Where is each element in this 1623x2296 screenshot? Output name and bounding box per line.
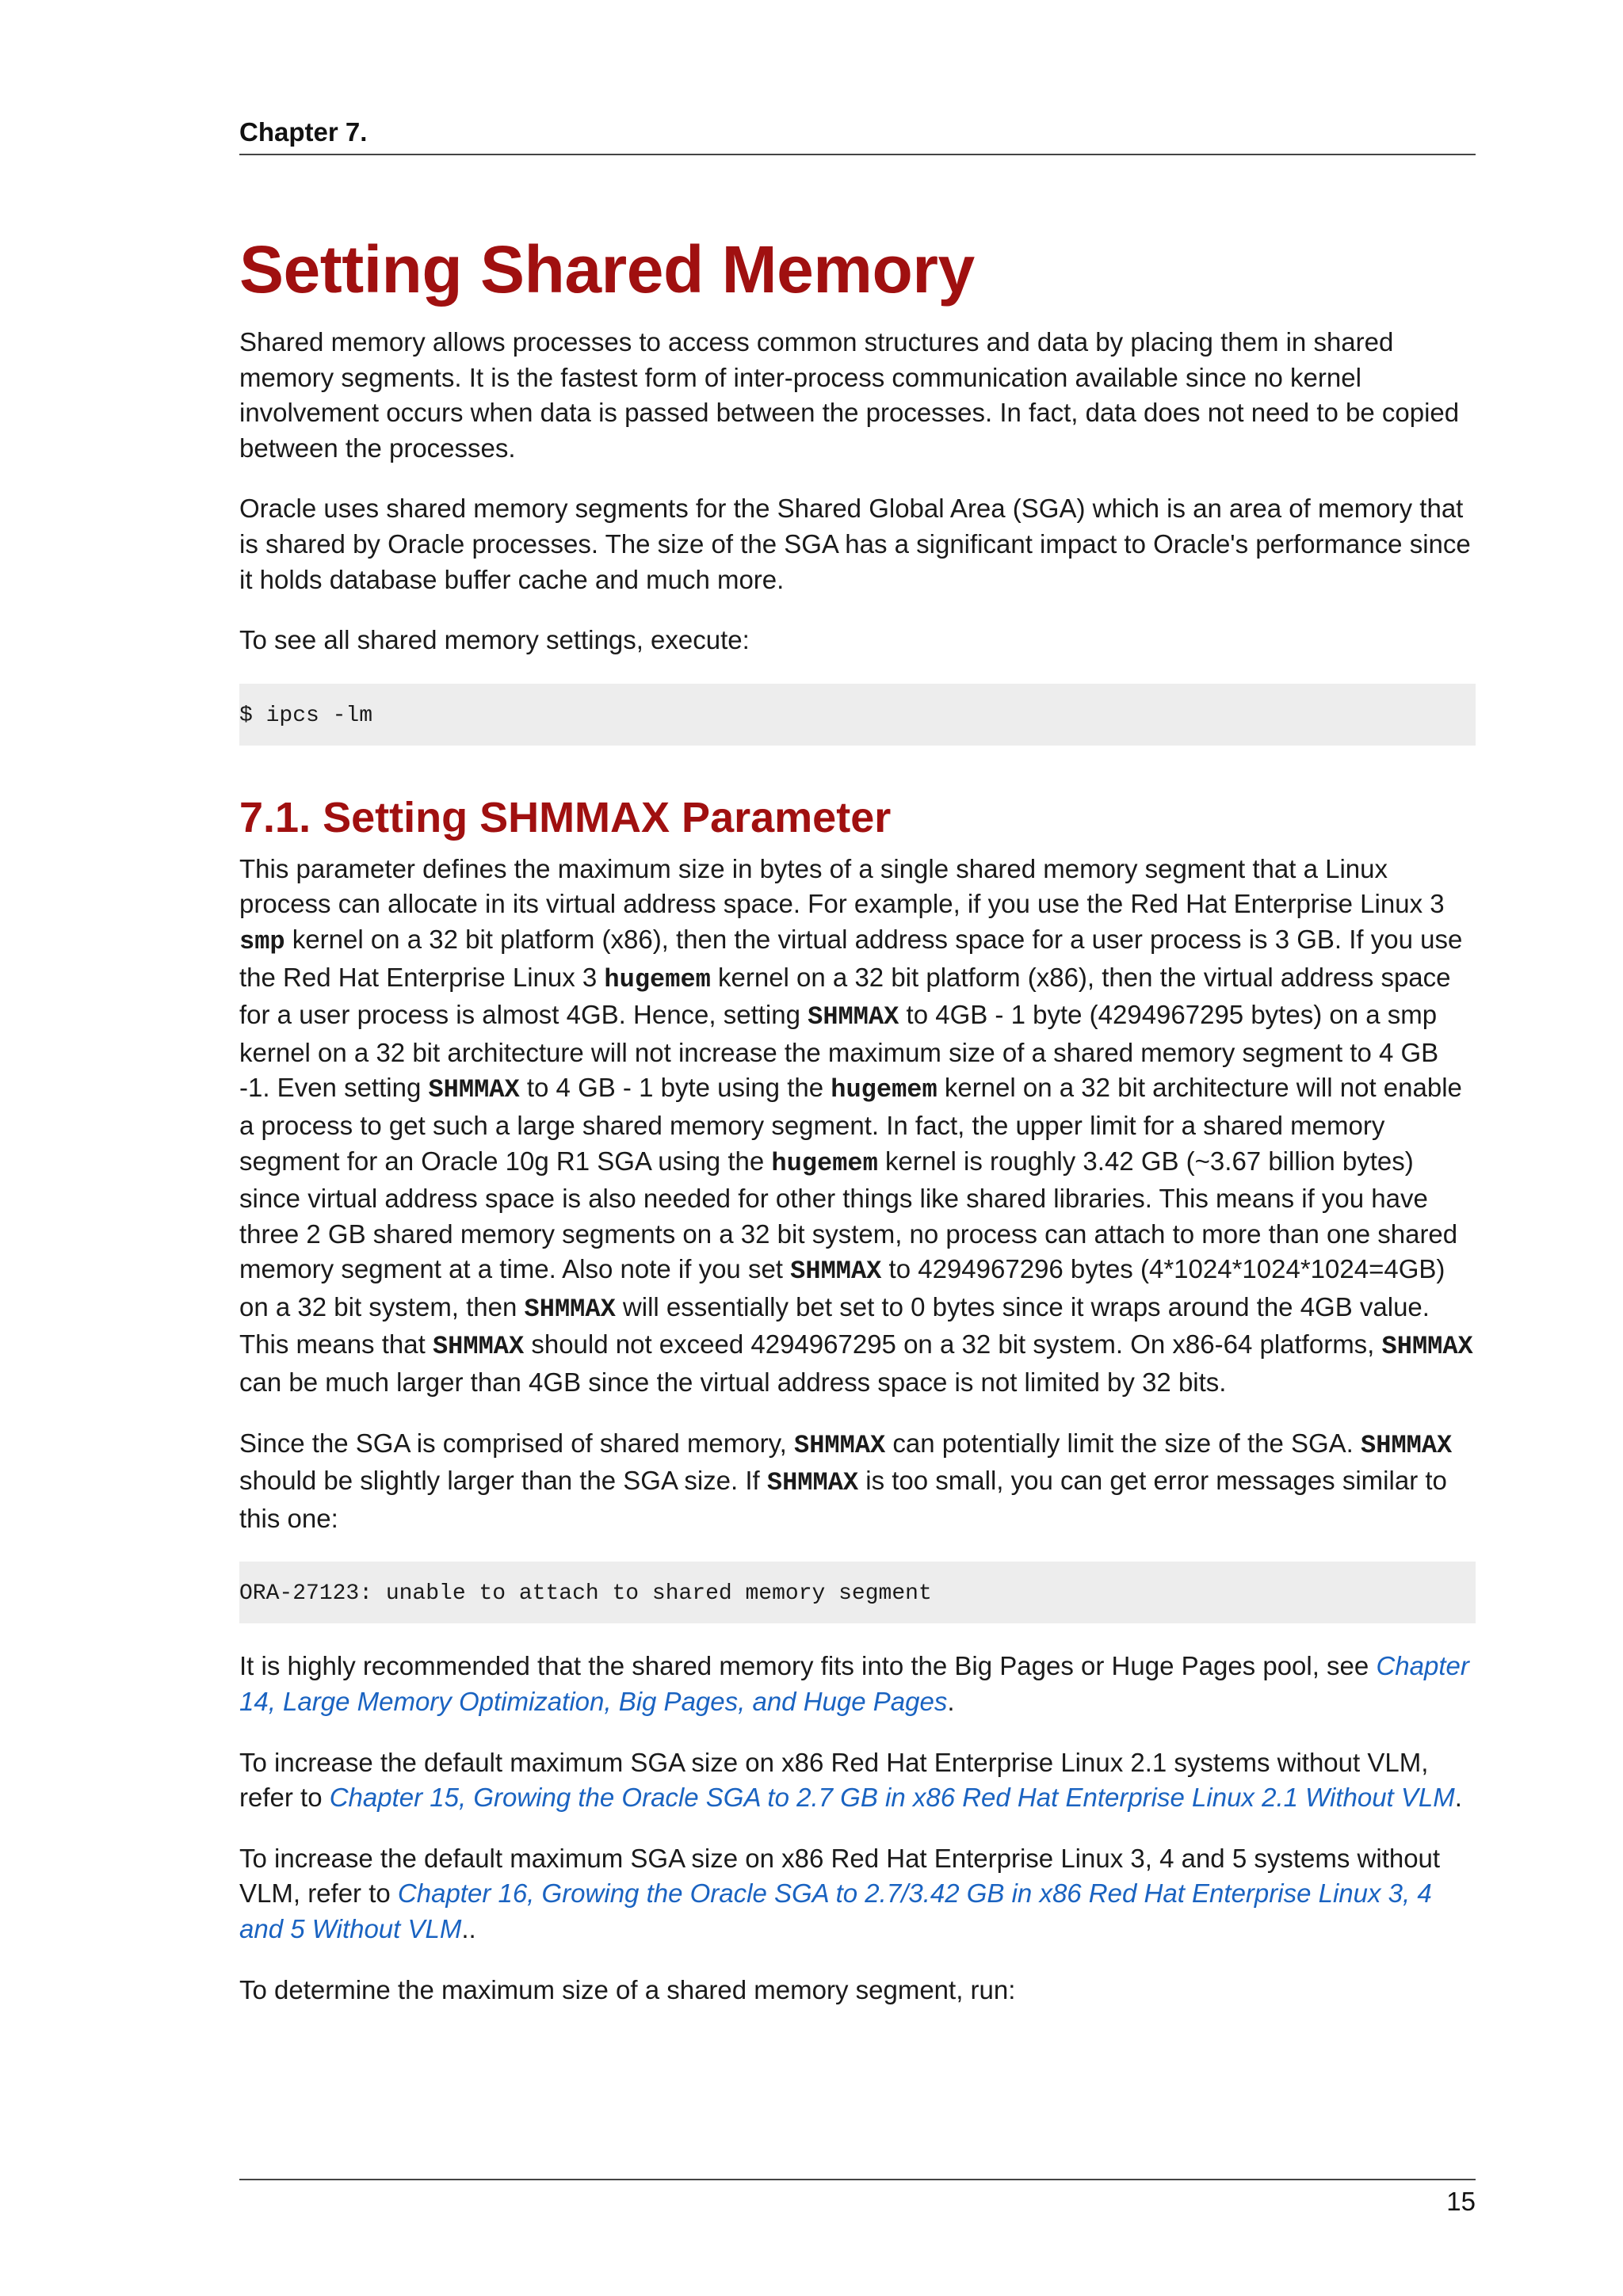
intro-paragraph-2: Oracle uses shared memory segments for the Shared Global Area (SGA) which is an area of memory that is shared by Oracle processes. The size of the SGA has a significant impact to Oracle's performance since it holds database buffer cache and much more.	[239, 494, 1471, 594]
text-span: to 4 GB - 1 byte using the	[519, 1073, 831, 1103]
header-rule	[239, 154, 1476, 155]
shmmax-paragraph-5	[239, 1841, 1476, 1947]
text-span: kernel on a 32 bit platform (x86), then the virtual address space for a user process is 3 GB. If you use the Red Hat Enterprise Linux 3	[239, 924, 1463, 992]
code-block-ipcs: $ ipcs -lm	[239, 684, 1476, 746]
code-term-shmmax: SHMMAX	[794, 1430, 886, 1460]
text-span: is too small, you can get error messages similar to this one:	[239, 1466, 1447, 1533]
code-term-shmmax: SHMMAX	[524, 1294, 616, 1324]
footer-rule	[239, 2179, 1476, 2180]
link-chapter-15[interactable]: Chapter 15, Growing the Oracle SGA to 2.7 GB in x86 Red Hat Enterprise Linux 2.1 Without VLM	[329, 1783, 1455, 1813]
code-term-smp: smp	[239, 926, 285, 956]
code-term-shmmax: SHMMAX	[1381, 1332, 1473, 1362]
code-block-ora-error: ORA-27123: unable to attach to shared memory segment	[239, 1562, 1476, 1623]
shmmax-paragraph-3	[239, 1649, 1476, 1719]
code-term-hugemem: hugemem	[771, 1148, 878, 1178]
shmmax-paragraph-2	[239, 1426, 1476, 1537]
code-term-shmmax: SHMMAX	[808, 1002, 899, 1032]
link-chapter-16[interactable]: Chapter 16, Growing the Oracle SGA to 2.7/3.42 GB in x86 Red Hat Enterprise Linux 3, 4 and 5 Without VLM	[239, 1878, 1432, 1943]
text-span: This parameter defines the maximum size in bytes of a single shared memory segment that a Linux process can allocate in its virtual address space. For example, if you use the Red Hat Enterprise Linux 3	[239, 853, 1445, 919]
text-span: .	[1454, 1783, 1462, 1813]
text-span: can potentially limit the size of the SGA.	[885, 1428, 1361, 1458]
code-term-shmmax: SHMMAX	[428, 1075, 520, 1105]
text-span: kernel on a 32 bit platform (x86), then the virtual address space for a user process is almost 4GB. Hence, setting	[239, 962, 1451, 1030]
text-span: It is highly recommended that the shared memory fits into the Big Pages or Huge Pages pool, see	[239, 1651, 1377, 1681]
text-span: Since the SGA is comprised of shared memory,	[239, 1428, 795, 1458]
text-span: kernel on a 32 bit architecture will not enable a process to get such a large shared memory segment. In fact, the upper limit for a shared memory segment for an Oracle 10g R1 SGA using the	[239, 1073, 1462, 1176]
text-span: will essentially bet set to 0 bytes since it wraps around the 4GB value. This means that	[239, 1291, 1430, 1360]
text-span: should not exceed 4294967295 on a 32 bit system. On x86-64 platforms,	[524, 1329, 1382, 1360]
text-span: to 4294967296 bytes (4*1024*1024*1024=4GB) on a 32 bit system, then	[239, 1254, 1445, 1322]
code-term-shmmax: SHMMAX	[790, 1257, 882, 1287]
page-number: 15	[1446, 2187, 1476, 2216]
intro-paragraph-3: To see all shared memory settings, execute:	[239, 625, 750, 655]
intro-paragraph-1: Shared memory allows processes to access common structures and data by placing them in shared memory segments. It is the fastest form of inter-process communication available since no kernel involvement occurs when data is passed between the processes. In fact, data does not need to be copied between the processes.	[239, 327, 1460, 463]
text-span: can be much larger than 4GB since the virtual address space is not limited by 32 bits.	[239, 1367, 1227, 1398]
text-span: ..	[461, 1914, 476, 1943]
text-span: .	[947, 1687, 955, 1717]
code-term-shmmax: SHMMAX	[1361, 1430, 1453, 1460]
text-span: To increase the default maximum SGA size on x86 Red Hat Enterprise Linux 3, 4 and 5 systems without VLM, refer to	[239, 1843, 1441, 1909]
code-term-shmmax: SHMMAX	[766, 1468, 859, 1498]
page-title: Setting Shared Memory	[239, 232, 975, 307]
code-term-hugemem: hugemem	[831, 1075, 938, 1105]
shmmax-paragraph-1	[239, 852, 1476, 1401]
link-chapter-14[interactable]: Chapter 14, Large Memory Optimization, Big Pages, and Huge Pages	[239, 1651, 1469, 1717]
chapter-header: Chapter 7.	[239, 117, 368, 147]
text-span: kernel is roughly 3.42 GB (~3.67 billion bytes) since virtual address space is also needed for other things like shared libraries. This means if you have three 2 GB shared memory segments on a 32 bit system, no process can attach to more than one shared memory segment at a time. Also note if you set	[239, 1146, 1458, 1284]
code-term-shmmax: SHMMAX	[432, 1332, 525, 1362]
shmmax-paragraph-6: To determine the maximum size of a shared memory segment, run:	[239, 1974, 1016, 2004]
page-content	[239, 230, 1476, 2033]
text-span: To increase the default maximum SGA size on x86 Red Hat Enterprise Linux 2.1 systems without VLM, refer to	[239, 1747, 1429, 1813]
text-span: to 4GB - 1 byte (4294967295 bytes) on a smp kernel on a 32 bit architecture will not increase the maximum size of a shared memory segment to 4 GB -1. Even setting	[239, 1000, 1439, 1103]
shmmax-paragraph-4	[239, 1745, 1476, 1816]
code-term-hugemem: hugemem	[604, 964, 711, 994]
section-title: 7.1. Setting SHMMAX Parameter	[239, 793, 892, 841]
text-span: should be slightly larger than the SGA size. If	[239, 1466, 767, 1496]
